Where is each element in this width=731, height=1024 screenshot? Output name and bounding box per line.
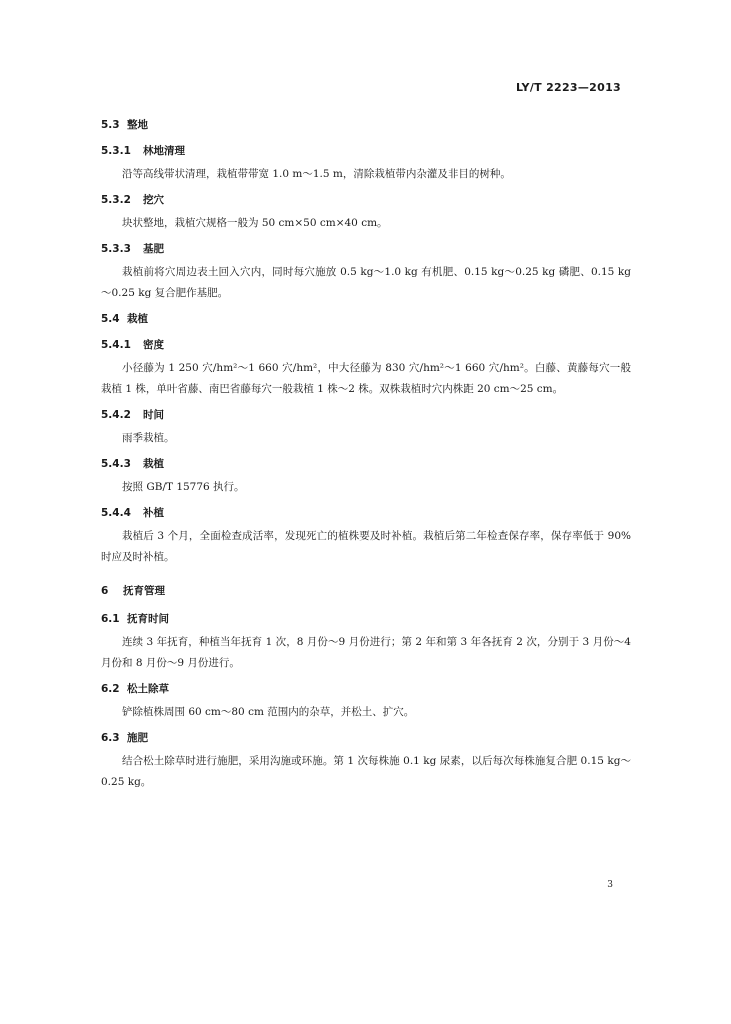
paragraph-5-3-1: 沿等高线带状清理，栽植带带宽 1.0 m～1.5 m，清除栽植带内杂灌及非目的树种。 [122, 168, 511, 180]
document-code: LY/T 2223—2013 [515, 81, 621, 94]
paragraph-6-1: 连续 3 年抚育，种植当年抚育 1 次，8 月份～9 月份进行；第 2 年和第 3 年各抚育 2 次，分别于 3 月份～4 月份和 8 月份～9 月份进行。 [101, 636, 631, 669]
heading-5-4-1: 5.4.1 密度 [101, 339, 164, 351]
heading-5-3-1: 5.3.1 林地清理 [101, 145, 185, 157]
heading-6-1: 6.1 抚育时间 [101, 613, 169, 625]
heading-6: 6 抚育管理 [101, 585, 165, 597]
heading-5-4: 5.4 栽植 [101, 313, 148, 325]
heading-5-3-3: 5.3.3 基肥 [101, 243, 164, 255]
paragraph-6-2: 铲除植株周围 60 cm～80 cm 范围内的杂草，并松土、扩穴。 [122, 706, 415, 718]
paragraph-5-4-3: 按照 GB/T 15776 执行。 [122, 481, 245, 493]
heading-5-4-2: 5.4.2 时间 [101, 409, 164, 421]
document-body [101, 118, 631, 793]
paragraph-5-4-1: 小径藤为 1 250 穴/hm²～1 660 穴/hm²，中大径藤为 830 穴/hm²～1 660 穴/hm²。白藤、黄藤每穴一般栽植 1 株，单叶省藤、南巴省藤每穴一般栽植 1 株～2 株。双株栽植时穴内株距 20 cm～25 cm。 [101, 362, 631, 395]
paragraph-5-3-3: 栽植前将穴周边表土回入穴内，同时每穴施放 0.5 kg～1.0 kg 有机肥、0.15 kg～0.25 kg 磷肥、0.15 kg～0.25 kg 复合肥作基肥。 [101, 266, 631, 299]
heading-5-4-3: 5.4.3 栽植 [101, 458, 164, 470]
paragraph-5-3-2: 块状整地，栽植穴规格一般为 50 cm×50 cm×40 cm。 [122, 217, 388, 229]
heading-5-3: 5.3 整地 [101, 119, 148, 131]
heading-6-2: 6.2 松土除草 [101, 683, 169, 695]
heading-6-3: 6.3 施肥 [101, 732, 148, 744]
page-number: 3 [607, 880, 613, 890]
paragraph-6-3: 结合松土除草时进行施肥，采用沟施或环施。第 1 次每株施 0.1 kg 尿素，以后每次每株施复合肥 0.15 kg～0.25 kg。 [101, 755, 631, 788]
heading-5-4-4: 5.4.4 补植 [101, 507, 164, 519]
paragraph-5-4-4: 栽植后 3 个月，全面检查成活率，发现死亡的植株要及时补植。栽植后第二年检查保存率，保存率低于 90% 时应及时补植。 [101, 530, 631, 563]
heading-5-3-2: 5.3.2 挖穴 [101, 194, 164, 206]
paragraph-5-4-2: 雨季栽植。 [122, 432, 175, 444]
